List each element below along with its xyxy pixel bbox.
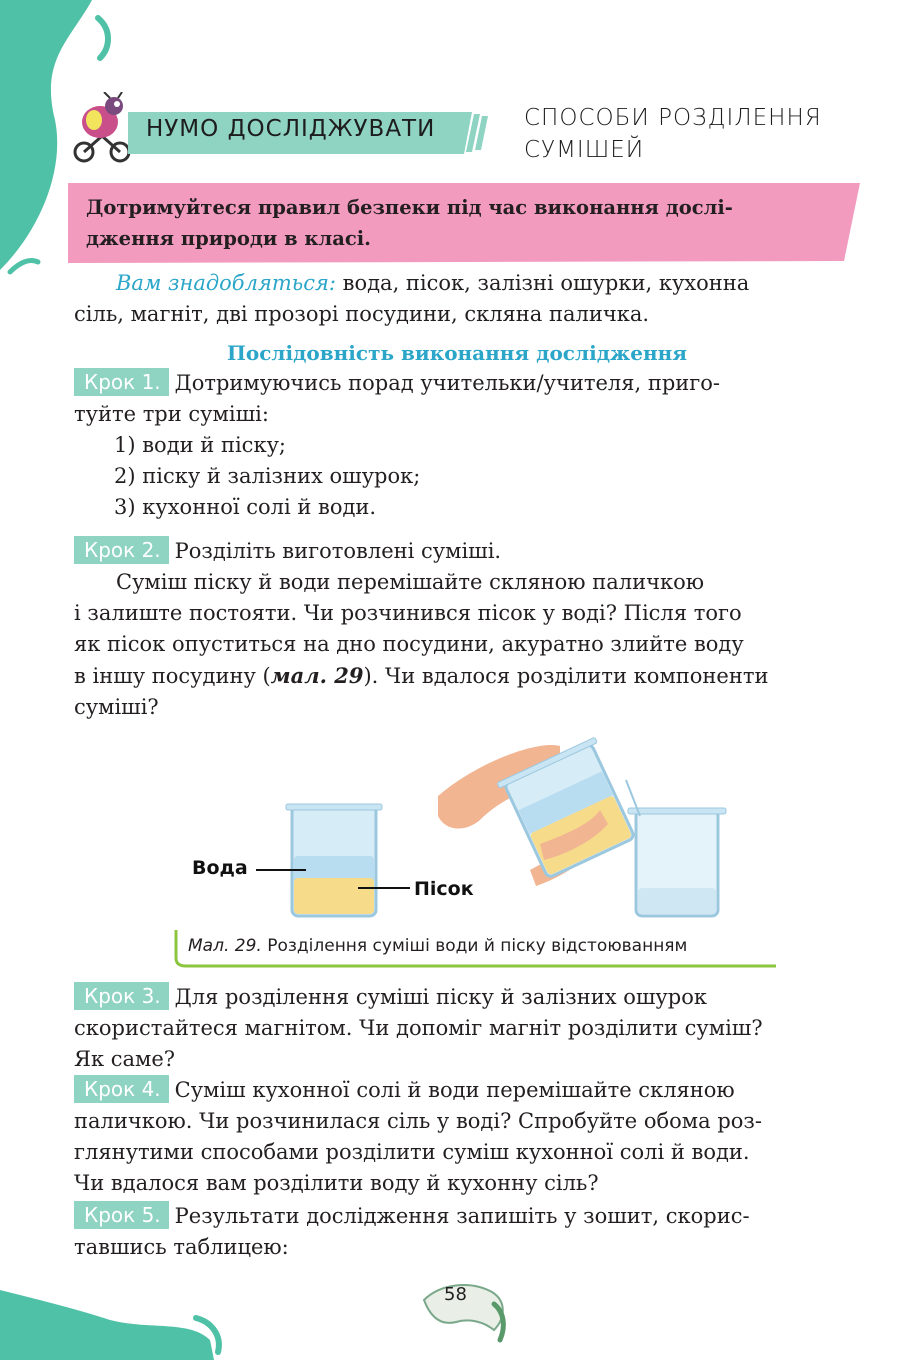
- step-1-line-2: туйте три суміші:: [74, 402, 269, 426]
- step-5-line-2: тавшись таблицею:: [74, 1235, 289, 1259]
- step-2-line-1: Розділіть виготовлені суміші.: [174, 539, 502, 563]
- step-4: [74, 1075, 840, 1199]
- step-2-badge: Крок 2.: [74, 536, 169, 564]
- procedure-heading: Послідовність виконання дослідження: [227, 341, 687, 365]
- title-line-1: СПОСОБИ РОЗДІЛЕННЯ: [524, 105, 822, 131]
- step-2: [74, 536, 840, 723]
- page-number: 58: [444, 1284, 467, 1305]
- materials-label: Вам знадобляться:: [116, 271, 336, 295]
- materials-paragraph: [74, 268, 840, 330]
- left-beaker: [286, 804, 382, 916]
- step-2-para-line-5: суміші?: [74, 695, 159, 719]
- bug-on-bicycle-icon: [70, 92, 134, 164]
- step-3-line-3: Як саме?: [74, 1047, 176, 1071]
- list-item: 1) води й піску;: [114, 433, 286, 457]
- label-water: Вода: [192, 857, 248, 879]
- step-3-badge: Крок 3.: [74, 982, 169, 1010]
- figure-reference: мал. 29: [270, 663, 364, 688]
- text-fragment: ). Чи вдалося розділити компоненти: [363, 664, 769, 688]
- step-2-para-line-2: і залиште постояти. Чи розчинився пісок у воді? Після того: [74, 601, 742, 625]
- text-fragment: в іншу посудину (: [74, 664, 271, 688]
- section-label: НУМО ДОСЛІДЖУВАТИ: [146, 116, 436, 142]
- step-4-line-3: глянутими способами розділити суміш кухонної солі й води.: [74, 1140, 750, 1164]
- safety-note: [86, 192, 846, 254]
- figure-beakers-illustration: [180, 720, 780, 930]
- step-3-line-2: скористайтеся магнітом. Чи допоміг магніт розділити суміш?: [74, 1016, 763, 1040]
- materials-line-1: вода, пісок, залізні ошурки, кухонна: [335, 271, 750, 295]
- step-3-line-1: Для розділення суміші піску й залізних ошурок: [174, 985, 707, 1009]
- step-4-line-2: паличкою. Чи розчинилася сіль у воді? Спробуйте обома роз-: [74, 1109, 762, 1133]
- step-1: [74, 368, 840, 430]
- step-5-badge: Крок 5.: [74, 1201, 169, 1229]
- list-item: 3) кухонної солі й води.: [114, 495, 377, 519]
- step-4-line-4: Чи вдалося вам розділити воду й кухонну сіль?: [74, 1171, 599, 1195]
- step-2-para-line-3: як пісок опуститься на дно посудини, акуратно злийте воду: [74, 632, 744, 656]
- step-2-para-line-1: Суміш піску й води перемішайте скляною паличкою: [116, 570, 705, 594]
- step-1-line-1: Дотримуючись порад учительки/учителя, приго-: [174, 371, 721, 395]
- step-5-line-1: Результати дослідження запишіть у зошит, скорис-: [174, 1204, 750, 1228]
- caption-text: Розділення суміші води й піску відстоюванням: [261, 936, 688, 956]
- materials-line-2: сіль, магніт, дві прозорі посудини, скляна паличка.: [74, 302, 650, 326]
- safety-note-line-2: дження природи в класі.: [86, 227, 371, 250]
- step-3: [74, 982, 840, 1075]
- step-2-para-line-4: [74, 660, 840, 692]
- step-4-badge: Крок 4.: [74, 1075, 169, 1103]
- safety-note-line-1: Дотримуйтеся правил безпеки під час виконання дослі-: [86, 196, 733, 219]
- title-line-2: СУМІШЕЙ: [524, 137, 645, 163]
- caption-prefix: Мал. 29.: [188, 936, 262, 956]
- step-4-line-1: Суміш кухонної солі й води перемішайте скляною: [174, 1078, 735, 1102]
- list-item: 2) піску й залізних ошурок;: [114, 464, 421, 488]
- figure-caption: [188, 936, 687, 956]
- right-beaker: [628, 808, 726, 916]
- step-5: [74, 1201, 840, 1263]
- page-title: [524, 102, 822, 166]
- step-1-badge: Крок 1.: [74, 368, 169, 396]
- label-sand: Пісок: [414, 878, 474, 900]
